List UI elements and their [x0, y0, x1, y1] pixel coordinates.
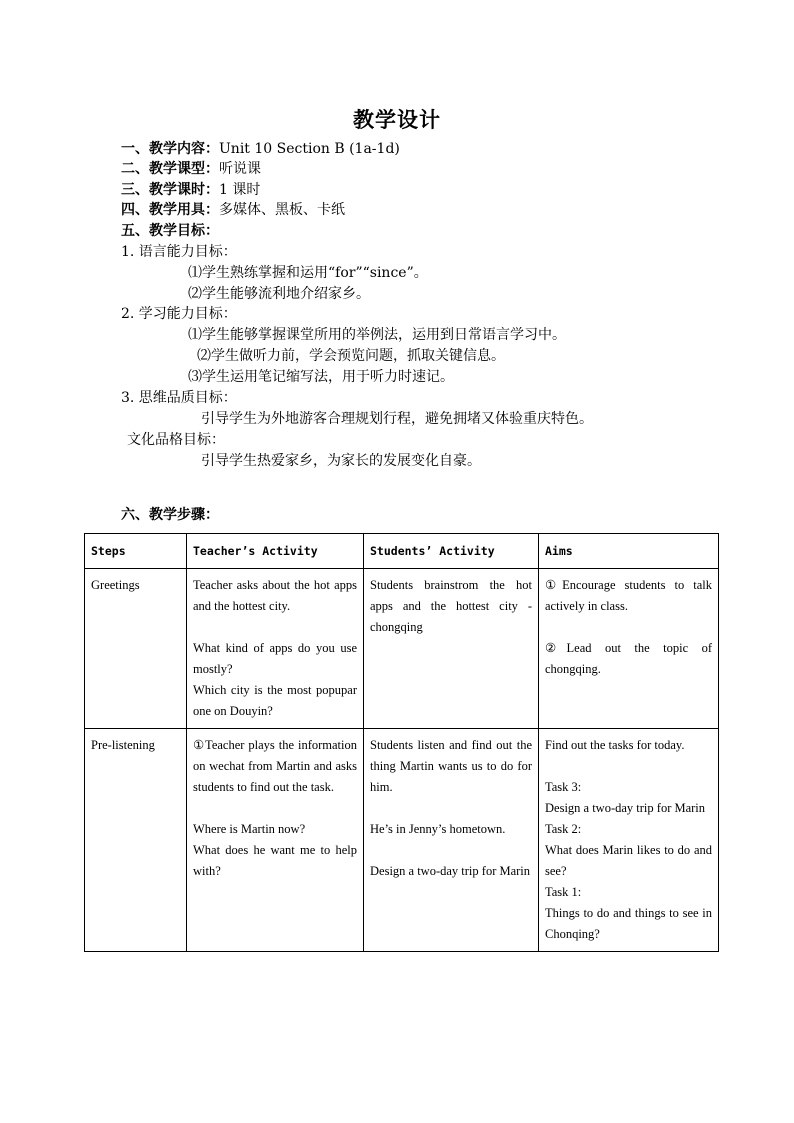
teacher-activity-text: Teacher asks about the hot apps and the hottest city.	[193, 578, 357, 613]
goal-learning-item: ⑴学生能够掌握课堂所用的举例法，运用到日常语言学习中。	[188, 327, 566, 343]
column-header-steps: Steps	[85, 534, 187, 569]
student-activity-text: He’s in Jenny’s hometown.	[370, 822, 506, 836]
blank-line	[370, 798, 532, 819]
aims-text: Task 1:	[545, 885, 582, 899]
class-hours-line	[121, 180, 260, 200]
step-name: Greetings	[91, 578, 140, 592]
class-hours-label: 三、教学课时：	[121, 182, 219, 198]
table-row	[85, 569, 719, 729]
teacher-activity-text: Where is Martin now?	[193, 822, 306, 836]
aims-text: What does Marin likes to do and see?	[545, 843, 712, 878]
teaching-steps-table	[84, 533, 719, 952]
blank-line	[193, 798, 357, 819]
content-value: Unit 10 Section B (1a-1d)	[219, 141, 400, 157]
goal-language-item: ⑴学生熟练掌握和运用“for”“since”。	[188, 265, 428, 281]
goal-thinking-heading: 3. 思维品质目标：	[121, 390, 237, 406]
aims-text: ②Lead out the topic of chongqing.	[545, 641, 712, 676]
student-activity-cell	[364, 729, 539, 952]
aims-text: Task 3:	[545, 780, 582, 794]
goal-language-item: ⑵学生能够流利地介绍家乡。	[188, 286, 370, 302]
aims-text: Task 2:	[545, 822, 582, 836]
student-activity-cell	[364, 569, 539, 729]
teaching-steps-heading: 六、教学步骤：	[121, 507, 219, 523]
aims-text: Design a two-day trip for Marin	[545, 801, 706, 815]
blank-line	[545, 756, 712, 777]
document-title: 教学设计	[353, 107, 441, 132]
student-activity-text: Design a two-day trip for Marin	[370, 864, 531, 878]
teaching-aids-line	[121, 200, 345, 220]
aims-text: ①Encourage students to talk actively in class.	[545, 578, 712, 613]
teacher-activity-cell	[187, 729, 364, 952]
goal-learning-heading: 2. 学习能力目标：	[121, 306, 237, 322]
blank-line	[193, 617, 357, 638]
goal-learning-item: ⑶学生运用笔记缩写法，用于听力时速记。	[188, 369, 454, 385]
table-header-row	[85, 534, 719, 569]
teacher-activity-text: What does he want me to help with?	[193, 843, 357, 878]
teacher-activity-text: Which city is the most popupar one on Douyin?	[193, 683, 357, 718]
lesson-type-value: 听说课	[219, 161, 261, 177]
goal-learning-item: ⑵学生做听力前，学会预览问题，抓取关键信息。	[197, 348, 505, 364]
teaching-goals-label: 五、教学目标：	[121, 223, 219, 239]
column-header-teacher: Teacher’s Activity	[187, 534, 364, 569]
aims-text: Things to do and things to see in Chonqing?	[545, 906, 712, 941]
teaching-goals-line	[121, 221, 219, 241]
teacher-activity-text: ①Teacher plays the information on wechat from Martin and asks students to find out the task.	[193, 738, 357, 794]
student-activity-text: Students listen and find out the thing Martin wants us to do for him.	[370, 738, 532, 794]
teacher-activity-cell	[187, 569, 364, 729]
goal-thinking-text: 引导学生为外地游客合理规划行程，避免拥堵又体验重庆特色。	[201, 411, 593, 427]
column-header-aims: Aims	[539, 534, 719, 569]
teaching-aids-value: 多媒体、黑板、卡纸	[219, 202, 345, 218]
teacher-activity-text: What kind of apps do you use mostly?	[193, 641, 357, 676]
student-activity-text: Students brainstrom the hot apps and the hottest city -chongqing	[370, 578, 532, 634]
lesson-type-line	[121, 159, 261, 179]
blank-line	[370, 840, 532, 861]
class-hours-value: 1 课时	[219, 182, 261, 198]
blank-line	[545, 617, 712, 638]
aims-text: Find out the tasks for today.	[545, 738, 685, 752]
teaching-aids-label: 四、教学用具：	[121, 202, 219, 218]
goal-culture-heading: 文化品格目标：	[127, 432, 225, 448]
step-name: Pre-listening	[91, 738, 155, 752]
aims-cell	[539, 569, 719, 729]
content-label: 一、教学内容：	[121, 141, 219, 157]
step-cell	[85, 729, 187, 952]
step-cell	[85, 569, 187, 729]
column-header-students: Students’ Activity	[364, 534, 539, 569]
aims-cell	[539, 729, 719, 952]
goal-language-heading: 1. 语言能力目标：	[121, 244, 237, 260]
goal-culture-text: 引导学生热爱家乡，为家长的发展变化自豪。	[201, 453, 481, 469]
table-row	[85, 729, 719, 952]
lesson-type-label: 二、教学课型：	[121, 161, 219, 177]
content-line	[121, 139, 400, 159]
